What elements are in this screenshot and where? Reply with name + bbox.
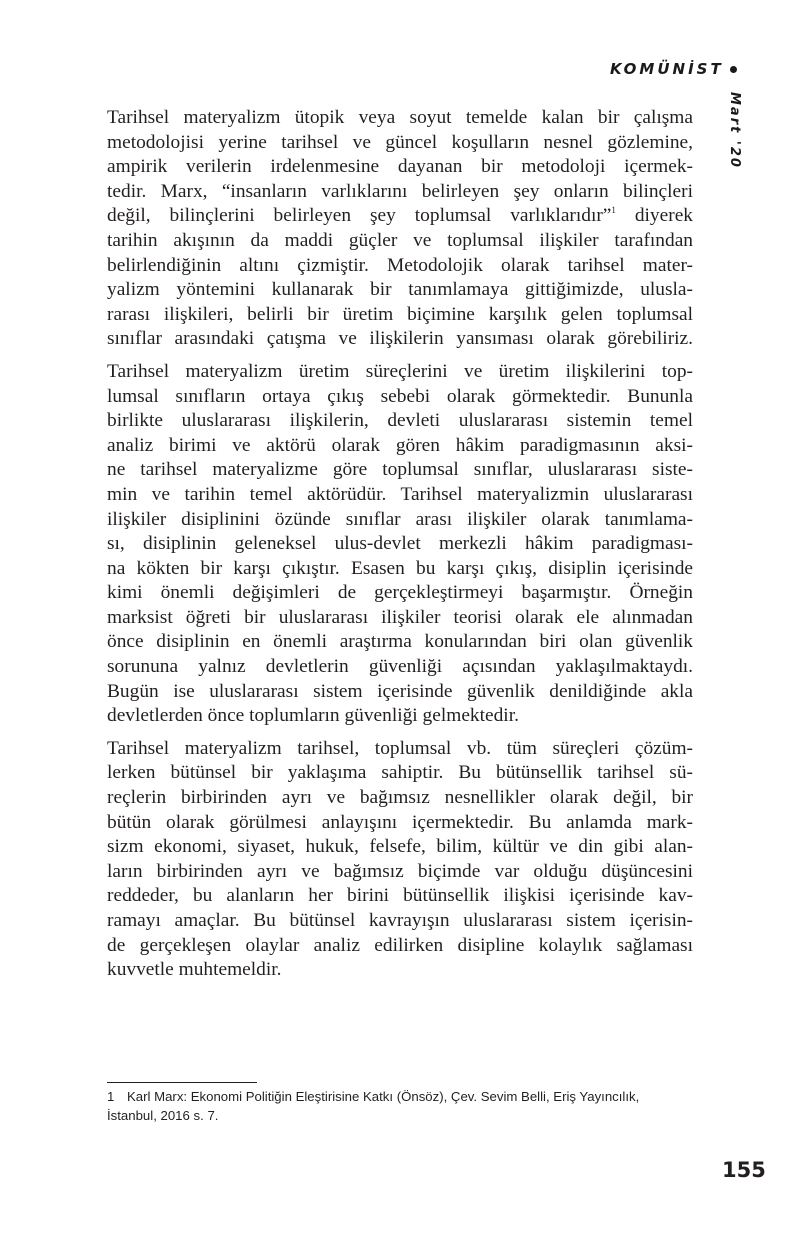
text-line: belirlendiğinin altını çizmiştir. Metodolojik olarak tarihsel mater- xyxy=(107,254,693,276)
text-line: na kökten bir karşı çıkıştır. Esasen bu karşı çıkış, disiplin içerisinde xyxy=(107,557,693,579)
text-line: birlikte uluslararası ilişkilerin, devleti uluslararası sistemin temel xyxy=(107,410,693,432)
text-line: Tarihsel materyalizm tarihsel, toplumsal vb. tüm süreçleri çözüm- xyxy=(107,737,693,759)
footnote-ref[interactable]: 1 xyxy=(611,205,616,216)
text-line: lerken bütünsel bir yaklaşıma sahiptir. Bu bütünsellik tarihsel sü- xyxy=(107,762,693,784)
publication-title: KOMÜNİST xyxy=(610,60,724,78)
text-line: min ve tarihin temel aktörüdür. Tarihsel materyalizmin uluslararası xyxy=(107,483,693,505)
text-line: sorununa yalnız devletlerin güvenliği açısından yaklaşılmaktaydı. xyxy=(107,656,693,678)
page-number: 155 xyxy=(722,1158,766,1182)
text-line: reddeder, bu alanların her birini bütünsellik ilişkisi içerisinde kav- xyxy=(107,885,693,907)
footnote-text: Karl Marx: Ekonomi Politiğin Eleştirisine Katkı (Önsöz), Çev. Sevim Belli, Eriş Yayıncılık, xyxy=(127,1089,640,1104)
text-line: ne tarihsel materyalizme göre toplumsal sınıflar, uluslararası siste- xyxy=(107,459,693,481)
text-line: kimi önemli değişimleri de gerçekleştirmeyi başarmıştır. Örneğin xyxy=(107,582,693,604)
paragraph-1 xyxy=(107,106,693,352)
paragraph-3 xyxy=(107,737,693,983)
paragraph-2 xyxy=(107,360,693,729)
text-line: kuvvetle muhtemeldir. xyxy=(107,959,282,981)
text-line: de gerçekleşen olaylar analiz edilirken disipline kolaylık sağlaması xyxy=(107,934,693,956)
text-line: devletlerden önce toplumların güvenliği gelmektedir. xyxy=(107,705,519,727)
text-line: marksist öğreti bir uluslararası ilişkiler teorisi olarak ele alınmadan xyxy=(107,606,693,628)
text-line: tarihin akışının da maddi güçler ve toplumsal ilişkiler tarafından xyxy=(107,229,693,251)
text-line: sı, disiplinin geleneksel ulus-devlet merkezli hâkim paradigması- xyxy=(107,533,693,555)
text-line: yalizm yöntemini kullanarak bir tanımlamaya gittiğimizde, ulusla- xyxy=(107,279,693,301)
text-line: rarası ilişkileri, belirli bir üretim biçimine karşılık gelen toplumsal xyxy=(107,303,693,325)
text-line: sınıflar arasındaki çatışma ve ilişkilerin yansıması olarak görebiliriz. xyxy=(107,328,693,350)
text-line: bütün olarak görülmesi anlayışını içermektedir. Bu anlamda mark- xyxy=(107,811,693,833)
footnote-1 xyxy=(107,1088,697,1125)
text-line: metodolojisi yerine tarihsel ve güncel koşulların nesnel gözlemine, xyxy=(107,131,693,153)
text-line: reçlerin birbirinden ayrı ve bağımsız nesnellikler olarak değil, bir xyxy=(107,787,693,809)
footnote-line xyxy=(107,1088,697,1107)
footnote-line: İstanbul, 2016 s. 7. xyxy=(107,1107,219,1123)
text-line: ramayı amaçlar. Bu bütünsel kavrayışın uluslararası sistem içerisin- xyxy=(107,910,693,931)
text-line: Tarihsel materyalizm üretim süreçlerini ve üretim ilişkilerini top- xyxy=(107,360,693,382)
text-line: analiz birimi ve aktörü olarak gören hâkim paradigmasının aksi- xyxy=(107,434,693,456)
text-line: Tarihsel materyalizm ütopik veya soyut temelde kalan bir çalışma xyxy=(107,107,693,128)
bullet-dot-icon xyxy=(730,66,737,73)
footnote-divider xyxy=(107,1082,257,1083)
text-line: tedir. Marx, “insanların varlıklarını belirleyen şey onların bilinçleri xyxy=(107,180,693,202)
text-line: sizm ekonomi, siyaset, hukuk, felsefe, bilim, kültür ve din gibi alan- xyxy=(107,836,693,858)
text-line: değil, bilinçlerini belirleyen şey toplumsal varlıklarıdır”$^1$ diyerek xyxy=(107,205,693,227)
text-line: lumsal sınıfların ortaya çıkış sebebi olarak görmektedir. Bununla xyxy=(107,385,693,407)
text-line: ların birbirinden ayrı ve bağımsız biçimde var olduğu düşüncesini xyxy=(107,860,693,882)
text-line: ilişkiler disiplinini özünde sınıflar arası ilişkiler olarak tanımlama- xyxy=(107,508,693,530)
text-line: Bugün ise uluslararası sistem içerisinde güvenlik denildiğinde akla xyxy=(107,680,693,702)
article-body xyxy=(107,106,693,991)
issue-date: Mart '20 xyxy=(727,92,742,169)
text-line: ampirik verilerin irdelenmesine dayanan bir metodoloji içermek- xyxy=(107,156,693,178)
footnote-number: 1 xyxy=(107,1089,115,1104)
text-line: önce disiplinin en önemli araştırma konularından biri olan güvenlik xyxy=(107,631,693,653)
